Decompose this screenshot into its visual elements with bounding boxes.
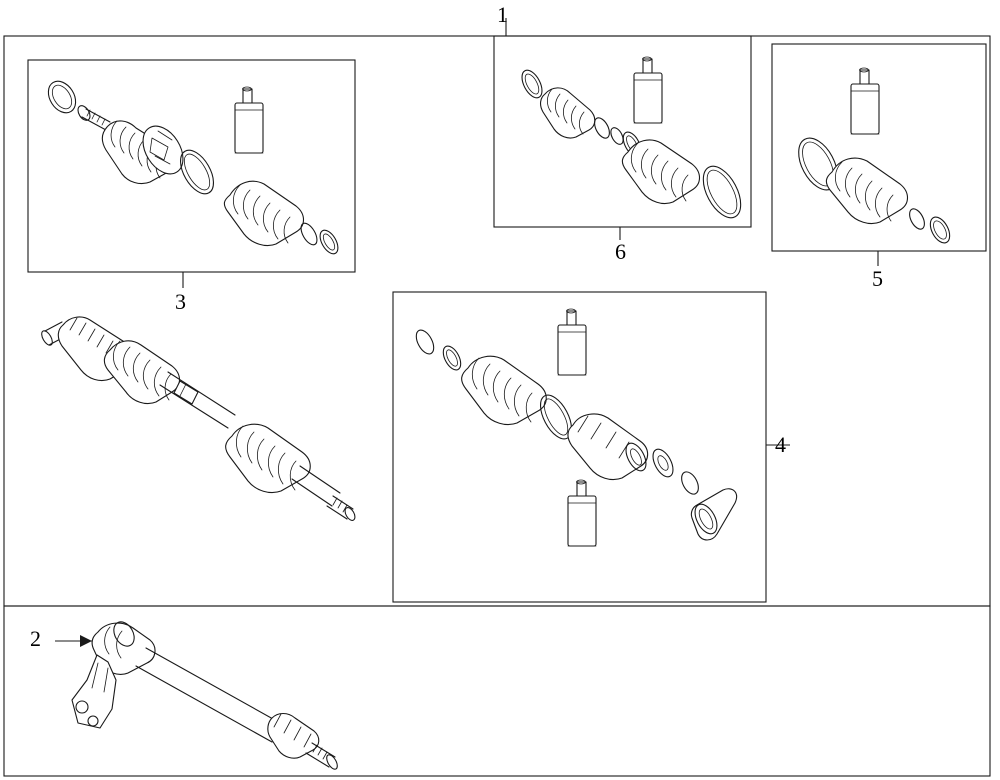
callout-6: 6 xyxy=(615,239,626,264)
cv-boot-4 xyxy=(462,356,547,424)
clamp-ring-5a xyxy=(907,206,928,231)
snap-ring-4b-inner xyxy=(444,348,460,368)
leader-2-arrowhead xyxy=(80,635,92,647)
clamp-ring-3b-inner xyxy=(321,232,337,252)
snap-ring-3a-inner xyxy=(48,82,75,113)
part-group-3 xyxy=(43,76,342,257)
part-group-4 xyxy=(413,309,737,546)
grease-tube-4a xyxy=(558,309,586,375)
axle1-outer-spline-bottom xyxy=(327,506,347,519)
shaft2-tip xyxy=(325,753,340,771)
snap-ring-4b xyxy=(440,343,465,373)
retaining-ring-4-inner xyxy=(540,396,573,439)
lower-frame xyxy=(4,606,990,776)
cv-joint-housing-4 xyxy=(568,414,650,480)
cv-boot-5 xyxy=(826,158,907,223)
clamp-ring-5b xyxy=(926,214,953,246)
snap-ring-4a xyxy=(413,327,438,357)
shaft2-bottom xyxy=(136,666,272,742)
grease-tube-3 xyxy=(235,87,263,153)
grease-tube-5 xyxy=(851,68,879,134)
shaft-3-end xyxy=(76,104,93,123)
callout-1: 1 xyxy=(497,2,508,27)
washer-4b xyxy=(678,469,702,497)
part-group-6 xyxy=(518,57,748,224)
shaft2-spline-top xyxy=(312,743,335,757)
clamp-ring-3b xyxy=(316,227,341,257)
part-group-5 xyxy=(791,68,954,246)
grease-tube-6 xyxy=(634,57,662,123)
callout-3: 3 xyxy=(175,289,186,314)
retaining-ring-3-inner xyxy=(179,150,215,194)
shaft2-top xyxy=(146,648,282,724)
cv-boot-6-small xyxy=(541,88,595,138)
axle1-stub-cap xyxy=(40,329,55,347)
panel-6-frame xyxy=(494,36,751,227)
grease-tube-4b xyxy=(568,480,596,546)
mounting-bracket-2 xyxy=(72,655,116,728)
clamp-ring-5b-inner xyxy=(931,219,949,241)
part-group-2-intermediate-shaft xyxy=(72,618,339,771)
shaft2-collar xyxy=(268,714,319,759)
callout-4: 4 xyxy=(775,432,786,457)
snap-ring-3a xyxy=(43,76,81,118)
retaining-ring-6-inner xyxy=(701,166,743,219)
snap-ring-6a xyxy=(518,67,546,101)
outer-frame xyxy=(4,36,990,606)
leader-lines xyxy=(55,18,878,647)
part-group-1-axle-assembly xyxy=(40,317,357,522)
snap-ring-6a-inner xyxy=(522,72,541,96)
axle1-outer-spline-top xyxy=(333,496,353,509)
retaining-ring-6 xyxy=(696,160,749,224)
callout-2: 2 xyxy=(30,626,41,651)
cv-boot-6-large xyxy=(622,140,699,204)
cv-boot-3-outer xyxy=(224,181,303,245)
washer-4a xyxy=(649,446,677,480)
callout-5: 5 xyxy=(872,266,883,291)
sleeve-bushing-4 xyxy=(691,489,737,540)
